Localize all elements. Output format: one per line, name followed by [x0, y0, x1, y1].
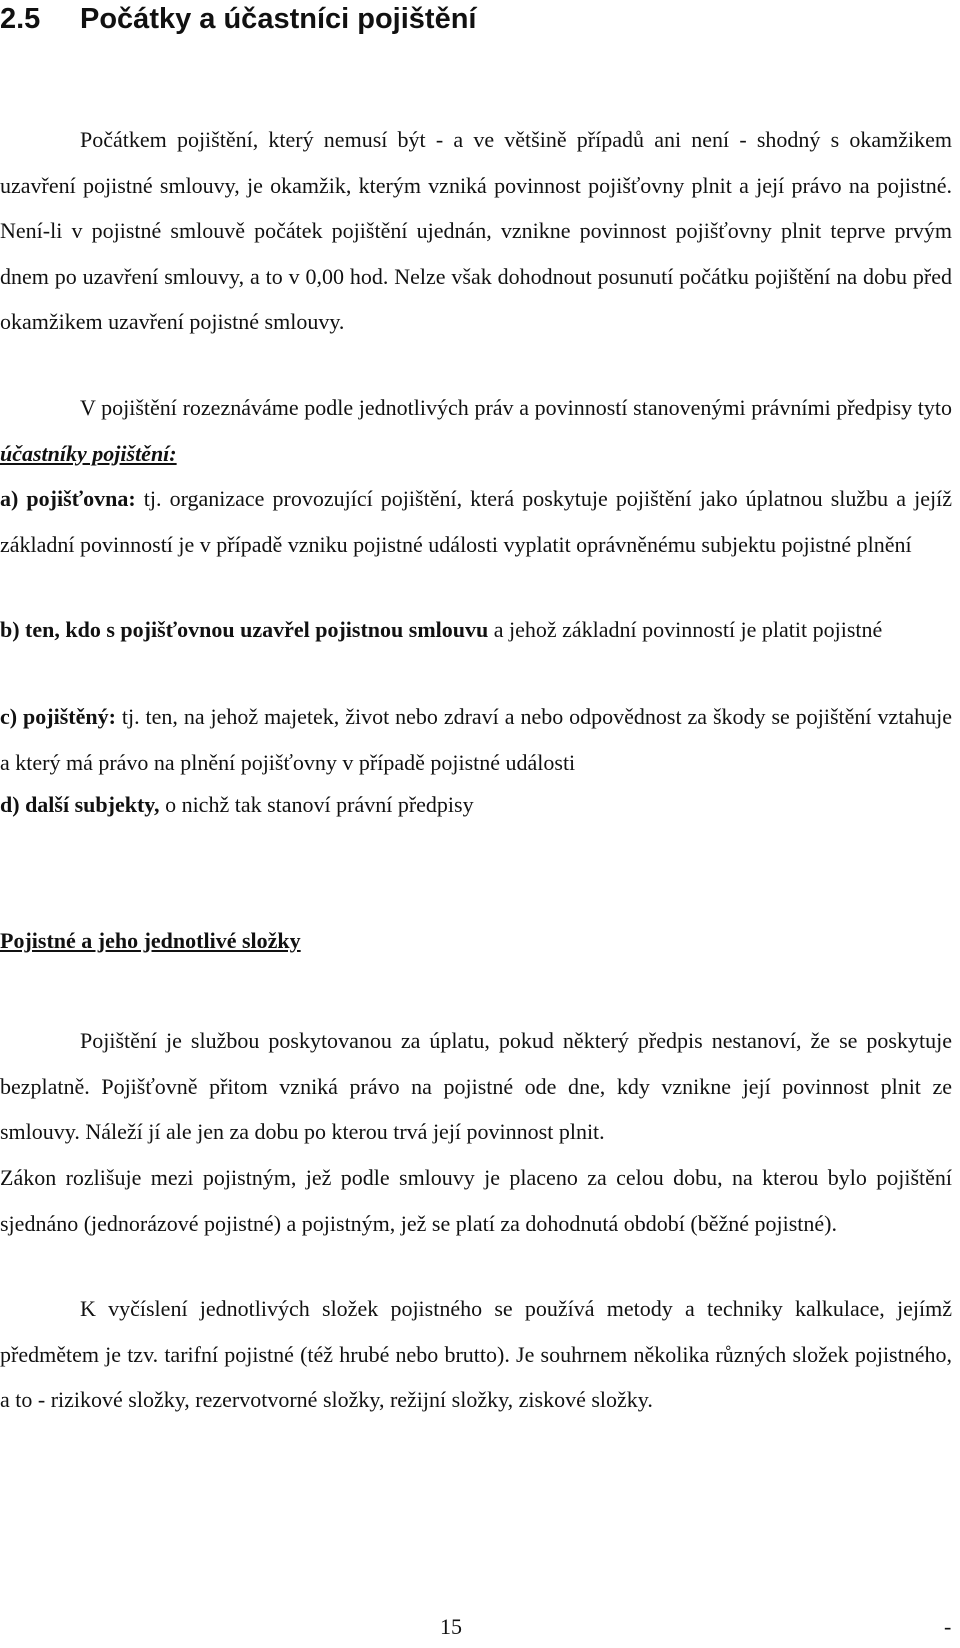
item-d-prefix: d): [0, 792, 26, 817]
item-b-text: a jehož základní povinností je platit pojistné: [488, 617, 883, 642]
item-c-text: tj. ten, na jehož majetek, život nebo zdraví a nebo odpovědnost za škody se pojištění vztahuje a který má právo na plnění pojišťovny v případě pojistné události: [0, 704, 952, 775]
item-b-label: b) ten, kdo s pojišťovnou uzavřel pojistnou smlouvu: [0, 617, 489, 642]
item-a-text: tj. organizace provozující pojištění, která poskytuje pojištění jako úplatnou službu a jejíž základní povinností je v případě vzniku pojistné události vyplatit oprávněnému subjektu pojistné plnění: [0, 486, 952, 557]
paragraph-premium-types: Zákon rozlišuje mezi pojistným, jež podle smlouvy je placeno za celou dobu, na kterou bylo pojištění sjednáno (jednorázové pojistné) a pojistným, jež se platí za dohodnutá období (běžné pojistné).: [0, 1165, 952, 1236]
section-heading: [0, 2, 476, 36]
section-number: 2.5: [0, 3, 41, 35]
item-a-label: a) pojišťovna:: [0, 486, 136, 511]
paragraph-premium-service: Pojištění je službou poskytovanou za úplatu, pokud některý předpis nestanoví, že se poskytuje bezplatně. Pojišťovně přitom vzniká právo na pojistné ode dne, kdy vznikne její povinnost plnit ze smlouvy. Náleží jí ale jen za dobu po kterou trvá její povinnost plnit.: [0, 1028, 952, 1144]
item-d-text: o nichž tak stanoví právní předpisy: [159, 792, 474, 817]
subsection-heading: Pojistné a jeho jednotlivé složky: [0, 928, 301, 953]
item-c-prefix: c): [0, 704, 24, 729]
item-d-label: další subjekty,: [25, 792, 160, 817]
paragraph-premium-components: K vyčíslení jednotlivých složek pojistného se používá metody a techniky kalkulace, jejímž předmětem je tzv. tarifní pojistné (též hrubé nebo brutto). Je souhrnem několika různých složek pojistného, a to - rizikové složky, rezervotvorné složky, režijní složky, ziskové složky.: [0, 1296, 952, 1412]
list-item-d: [0, 782, 952, 828]
section-title: Počátky a účastníci pojištění: [80, 3, 477, 35]
list-item-a: [0, 476, 952, 567]
page-number: 15: [440, 1614, 462, 1639]
paragraph-participants-intro: [0, 385, 952, 476]
participants-emphasis: účastníky pojištění:: [0, 440, 177, 466]
paragraph-insurance-start: Počátkem pojištění, který nemusí být - a ve většině případů ani není - shodný s okamžikem uzavření pojistné smlouvy, je okamžik, kterým vzniká povinnost pojišťovny plnit a její právo na pojistné. Není-li v pojistné smlouvě počátek pojištění ujednán, vznikne povinnost pojišťovny plnit teprve prvým dnem po uzavření smlouvy, a to v 0,00 hod. Nelze však dohodnout posunutí počátku pojištění na dobu před okamžikem uzavření pojistné smlouvy.: [0, 127, 952, 334]
item-c-label: pojištěný:: [23, 704, 116, 729]
list-item-c: [0, 694, 952, 785]
participants-intro-text: V pojištění rozeznáváme podle jednotlivých práv a povinností stanovenými právními předpisy tyto: [80, 395, 952, 420]
list-item-b: [0, 607, 952, 653]
footer-dash: -: [944, 1614, 952, 1639]
